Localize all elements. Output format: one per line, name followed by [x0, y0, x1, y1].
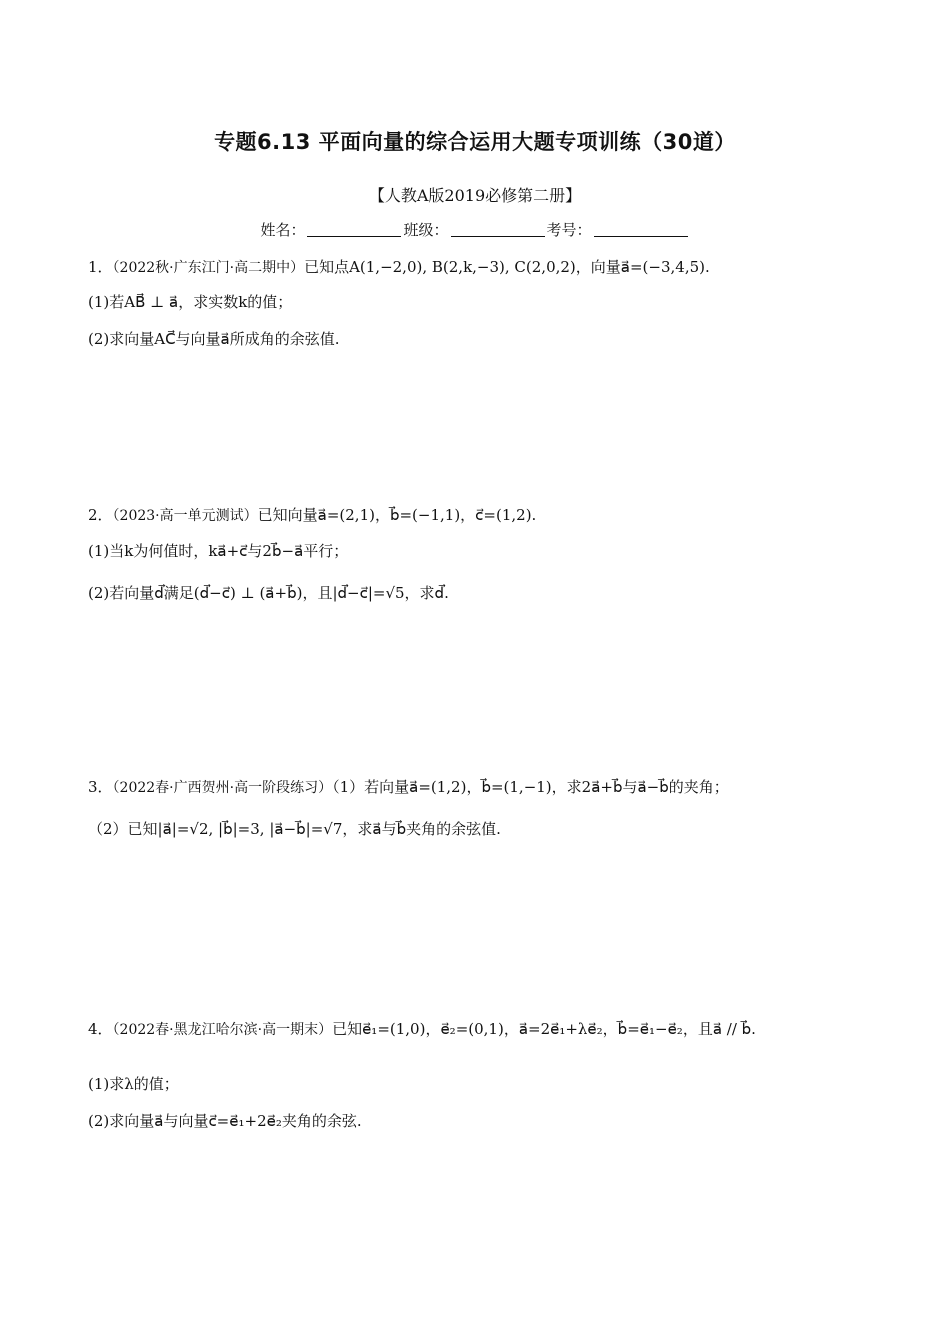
problem-1-part-2: (2)求向量AC⃗与向量a⃗所成角的余弦值.: [88, 330, 340, 348]
problem-4-part-2: (2)求向量a⃗与向量c⃗=e⃗₁+2e⃗₂夹角的余弦.: [88, 1112, 362, 1130]
class-label: 班级：: [403, 221, 449, 239]
problem-4-part-1: (1)求λ的值；: [88, 1075, 179, 1093]
name-blank: [307, 222, 401, 237]
class-blank: [451, 222, 545, 237]
document-subtitle: 【人教A版2019必修第二册】: [368, 186, 582, 205]
exam-number-blank: [594, 222, 688, 237]
name-label: 姓名：: [260, 221, 306, 239]
problem-source: （2022春·黑龙江哈尔滨·高一期末）: [112, 1022, 333, 1038]
problem-1-stem: [88, 256, 710, 277]
problem-2-part-2: (2)若向量d⃗满足(d⃗−c⃗) ⊥ (a⃗+b⃗)，且|d⃗−c⃗|=√5，求d⃗.: [88, 584, 449, 602]
problem-source: （2022秋·广东江门·高二期中）: [112, 260, 305, 276]
document-title: 专题6.13 平面向量的综合运用大题专项训练（30道）: [214, 130, 736, 154]
problem-statement: （1）若向量a⃗=(1,2)，b⃗=(1,−1)，求2a⃗+b⃗与a⃗−b⃗的夹角；: [332, 778, 729, 796]
problem-statement: 已知向量a⃗=(2,1)，b⃗=(−1,1)，c⃗=(1,2).: [257, 506, 537, 524]
problem-statement: 已知点A(1,−2,0), B(2,k,−3), C(2,0,2)，向量a⃗=(−3,4,5).: [304, 258, 710, 276]
problem-2-part-1: (1)当k为何值时，ka⃗+c⃗与2b⃗−a⃗平行；: [88, 542, 349, 560]
student-info-line: [0, 219, 950, 240]
problem-source: （2022春·广西贺州·高一阶段练习）: [112, 780, 333, 796]
problem-number: 4．: [88, 1020, 113, 1038]
problem-2-stem: [88, 504, 536, 525]
problem-number: 2．: [88, 506, 113, 524]
problem-source: （2023·高一单元测试）: [112, 508, 258, 524]
problem-statement: 已知e⃗₁=(1,0)，e⃗₂=(0,1)，a⃗=2e⃗₁+λe⃗₂，b⃗=e⃗₁−e⃗₂，且a⃗ // b⃗.: [332, 1020, 756, 1038]
exam-number-label: 考号：: [546, 221, 592, 239]
problem-number: 1．: [88, 258, 113, 276]
problem-number: 3．: [88, 778, 113, 796]
problem-1-part-1: (1)若AB⃗ ⊥ a⃗，求实数k的值；: [88, 293, 293, 311]
problem-3-stem: [88, 776, 729, 797]
problem-3-part-2: （2）已知|a⃗|=√2, |b⃗|=3, |a⃗−b⃗|=√7，求a⃗与b⃗夹角的余弦值.: [88, 820, 501, 838]
problem-4-stem: [88, 1018, 756, 1039]
